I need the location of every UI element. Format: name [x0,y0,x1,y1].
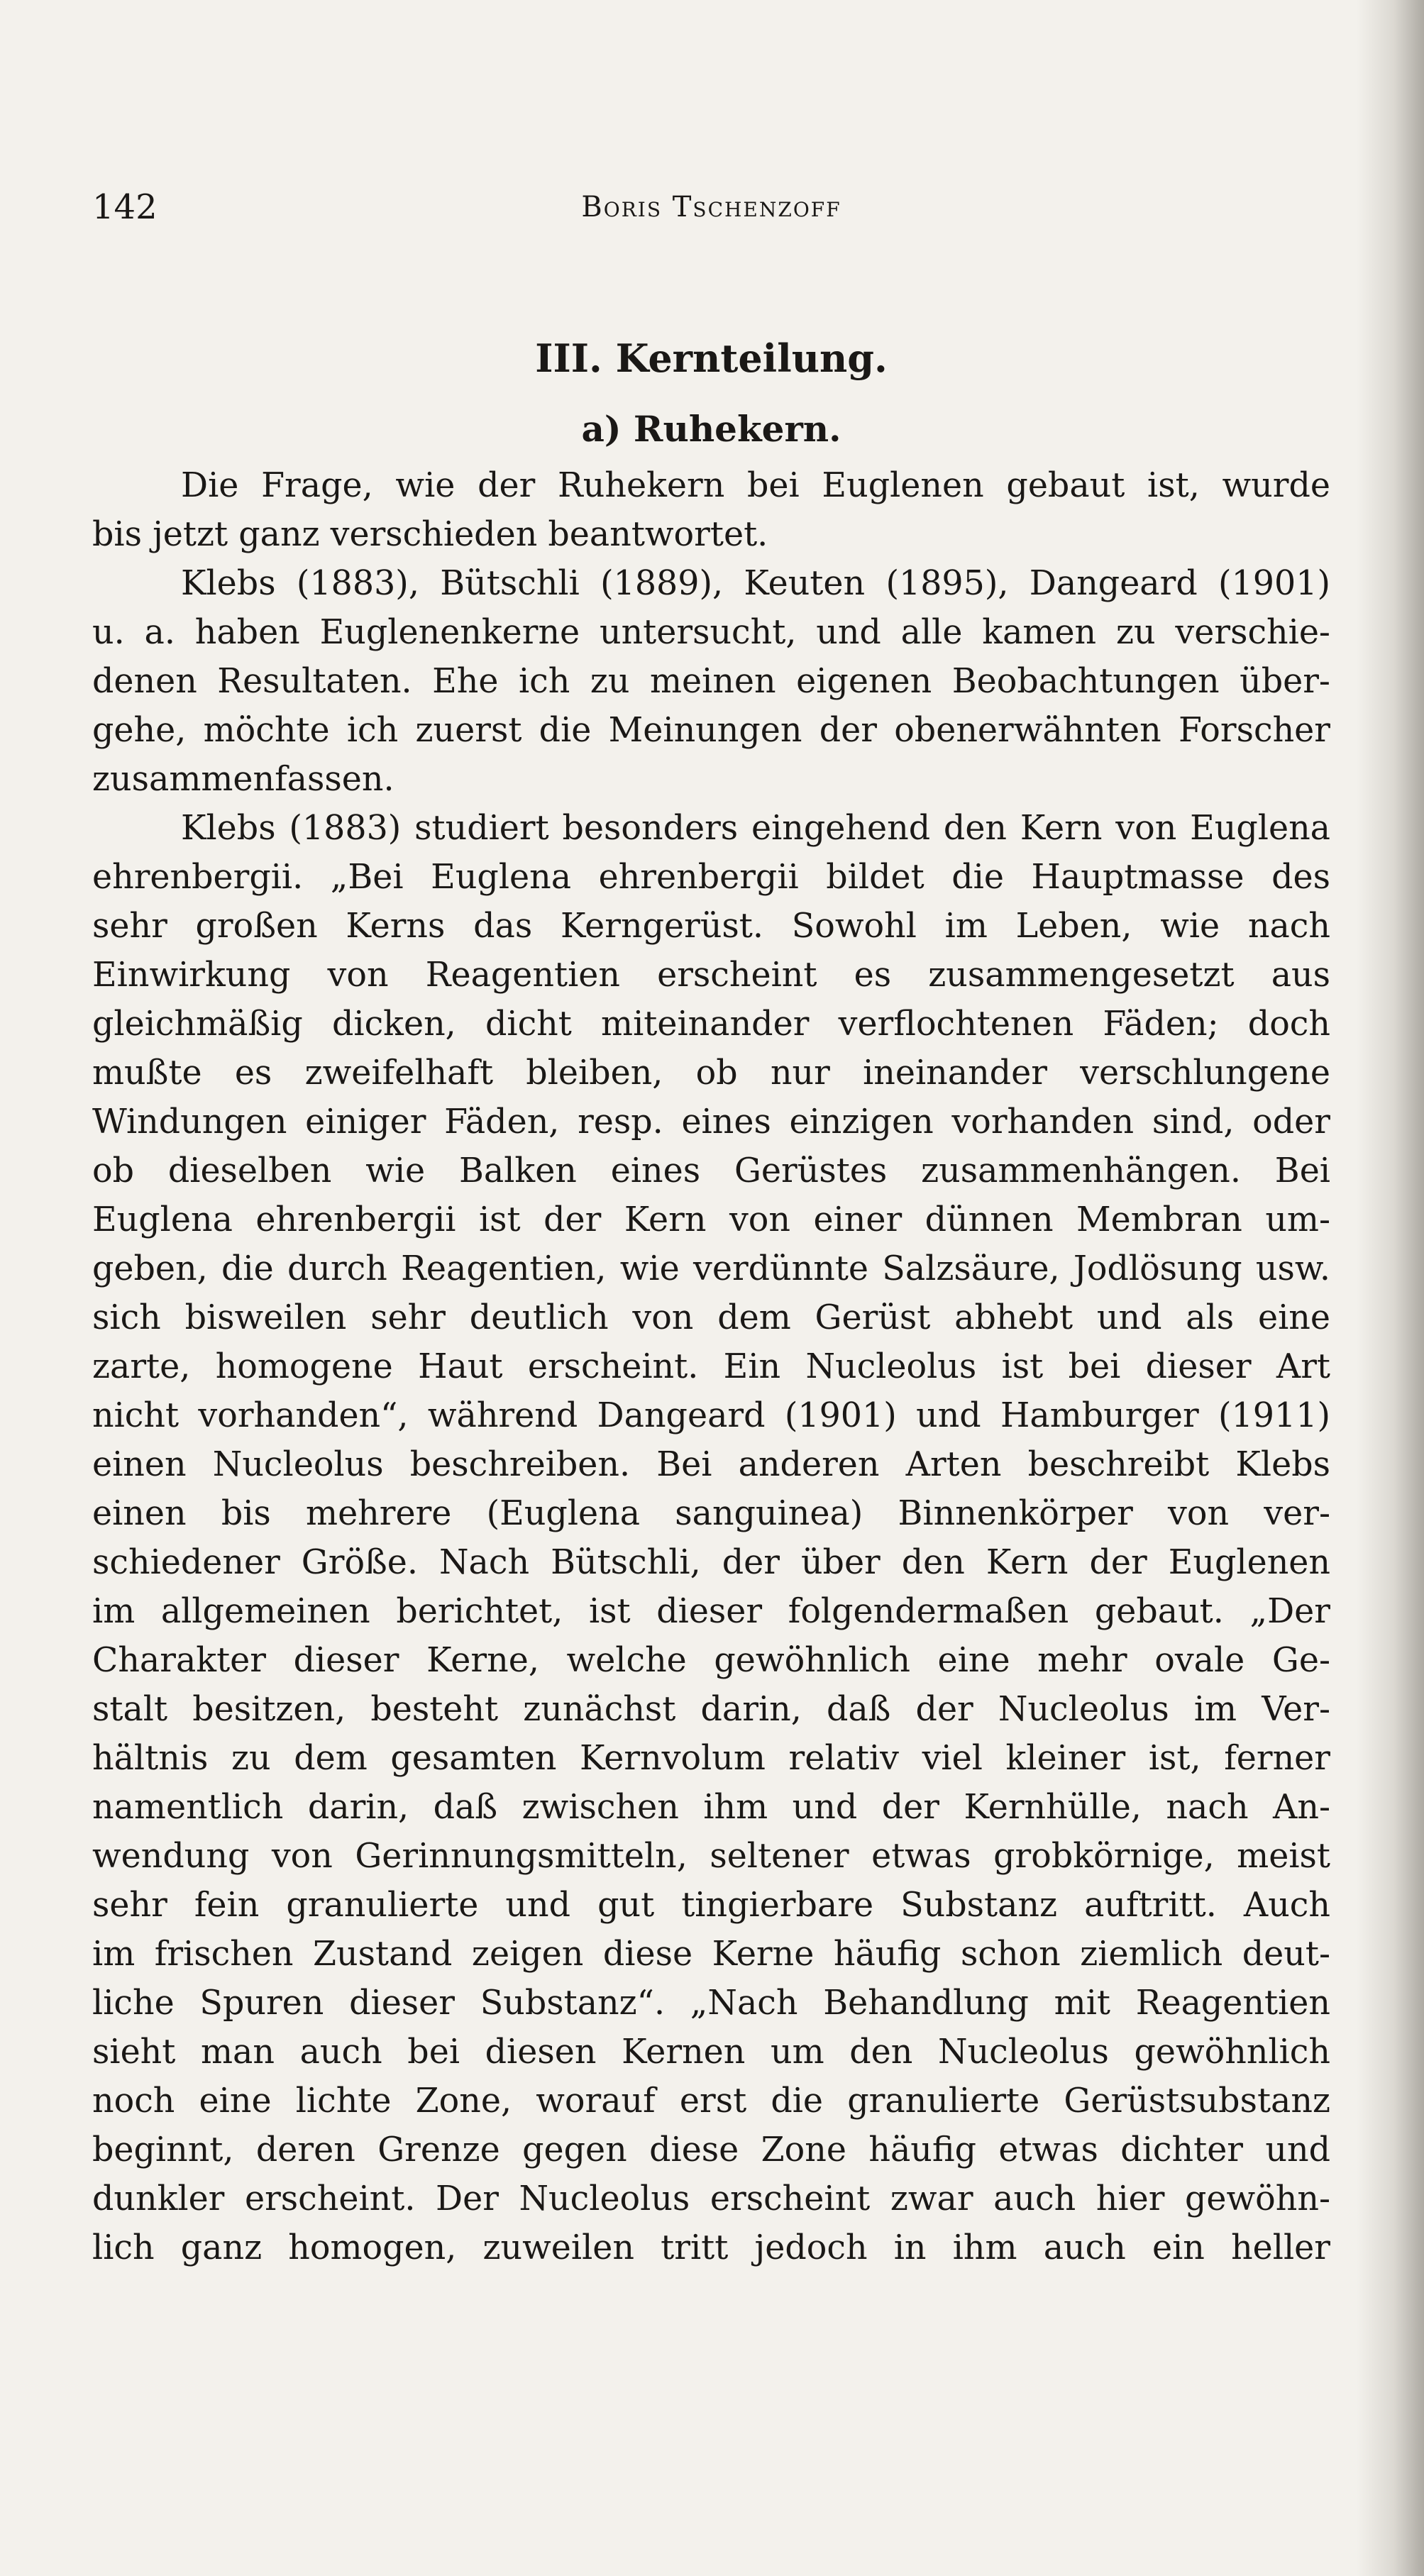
text-line: hältnis zu dem gesamten Kernvolum relativ viel kleiner ist, ferner [92,1739,1330,1778]
text-line: noch eine lichte Zone, worauf erst die granulierte Gerüstsubstanz [92,2082,1330,2121]
text-line: liche Spuren dieser Substanz“. „Nach Behandlung mit Reagentien [92,1984,1330,2023]
text-line: bis jetzt ganz verschieden beantwortet. [92,515,768,554]
text-line: Klebs (1883), Bütschli (1889), Keuten (1895), Dangeard (1901) [181,564,1330,603]
text-line: sich bisweilen sehr deutlich von dem Gerüst abhebt und als eine [92,1298,1330,1337]
body-text [92,461,1330,2272]
section-title: III. Kernteilung. [535,336,888,381]
text-line: ehrenbergii. „Bei Euglena ehrenbergii bildet die Hauptmasse des [92,858,1330,897]
text-line: einen Nucleolus beschreiben. Bei anderen Arten beschreibt Klebs [92,1445,1330,1484]
text-line: zarte, homogene Haut erscheint. Ein Nucleolus ist bei dieser Art [92,1347,1330,1386]
text-line: im allgemeinen berichtet, ist dieser folgendermaßen gebaut. „Der [92,1592,1330,1631]
page-edge-shadow [1357,0,1424,2576]
text-line: dunkler erscheint. Der Nucleolus erscheint zwar auch hier gewöhn- [92,2179,1330,2218]
text-line: zusammenfassen. [92,760,394,799]
text-line: schiedener Größe. Nach Bütschli, der über den Kern der Euglenen [92,1543,1330,1582]
text-line: ob dieselben wie Balken eines Gerüstes zusammenhängen. Bei [92,1151,1330,1190]
text-line: lich ganz homogen, zuweilen tritt jedoch in ihm auch ein heller [92,2228,1330,2267]
text-line: nicht vorhanden“, während Dangeard (1901) und Hamburger (1911) [92,1396,1330,1435]
subsection-title: a) Ruhekern. [581,408,841,450]
text-line: gehe, möchte ich zuerst die Meinungen der obenerwähnten Forscher [92,711,1330,750]
text-line: sieht man auch bei diesen Kernen um den Nucleolus gewöhnlich [92,2033,1330,2072]
text-line: im frischen Zustand zeigen diese Kerne häufig schon ziemlich deut- [92,1935,1330,1974]
text-line: einen bis mehrere (Euglena sanguinea) Binnenkörper von ver- [92,1494,1330,1533]
text-line: sehr großen Kerns das Kerngerüst. Sowohl im Leben, wie nach [92,907,1330,946]
page-number: 142 [92,187,158,227]
text-line: wendung von Gerinnungsmitteln, seltener etwas grobkörnige, meist [92,1837,1330,1876]
text-line: denen Resultaten. Ehe ich zu meinen eigenen Beobachtungen über- [92,662,1330,701]
text-line: Einwirkung von Reagentien erscheint es zusammengesetzt aus [92,956,1330,995]
text-line: Charakter dieser Kerne, welche gewöhnlich eine mehr ovale Ge- [92,1641,1330,1680]
text-line: Euglena ehrenbergii ist der Kern von einer dünnen Membran um- [92,1200,1330,1239]
text-line: sehr fein granulierte und gut tingierbare Substanz auftritt. Auch [92,1886,1330,1925]
text-line: Die Frage, wie der Ruhekern bei Euglenen gebaut ist, wurde [181,466,1330,505]
text-line: u. a. haben Euglenenkerne untersucht, und alle kamen zu verschie- [92,613,1330,652]
running-head: Boris Tschenzoff [581,191,841,223]
text-line: Klebs (1883) studiert besonders eingehend den Kern von Euglena [181,809,1330,848]
page-header [92,186,1330,228]
text-line: mußte es zweifelhaft bleiben, ob nur ineinander verschlungene [92,1054,1330,1093]
text-line: geben, die durch Reagentien, wie verdünnte Salzsäure, Jodlösung usw. [92,1249,1330,1288]
text-line: stalt besitzen, besteht zunächst darin, daß der Nucleolus im Ver- [92,1690,1330,1729]
text-line: namentlich darin, daß zwischen ihm und der Kernhülle, nach An- [92,1788,1330,1827]
text-line: beginnt, deren Grenze gegen diese Zone häufig etwas dichter und [92,2130,1330,2169]
text-line: gleichmäßig dicken, dicht miteinander verflochtenen Fäden; doch [92,1005,1330,1044]
text-line: Windungen einiger Fäden, resp. eines einzigen vorhanden sind, oder [92,1102,1330,1141]
